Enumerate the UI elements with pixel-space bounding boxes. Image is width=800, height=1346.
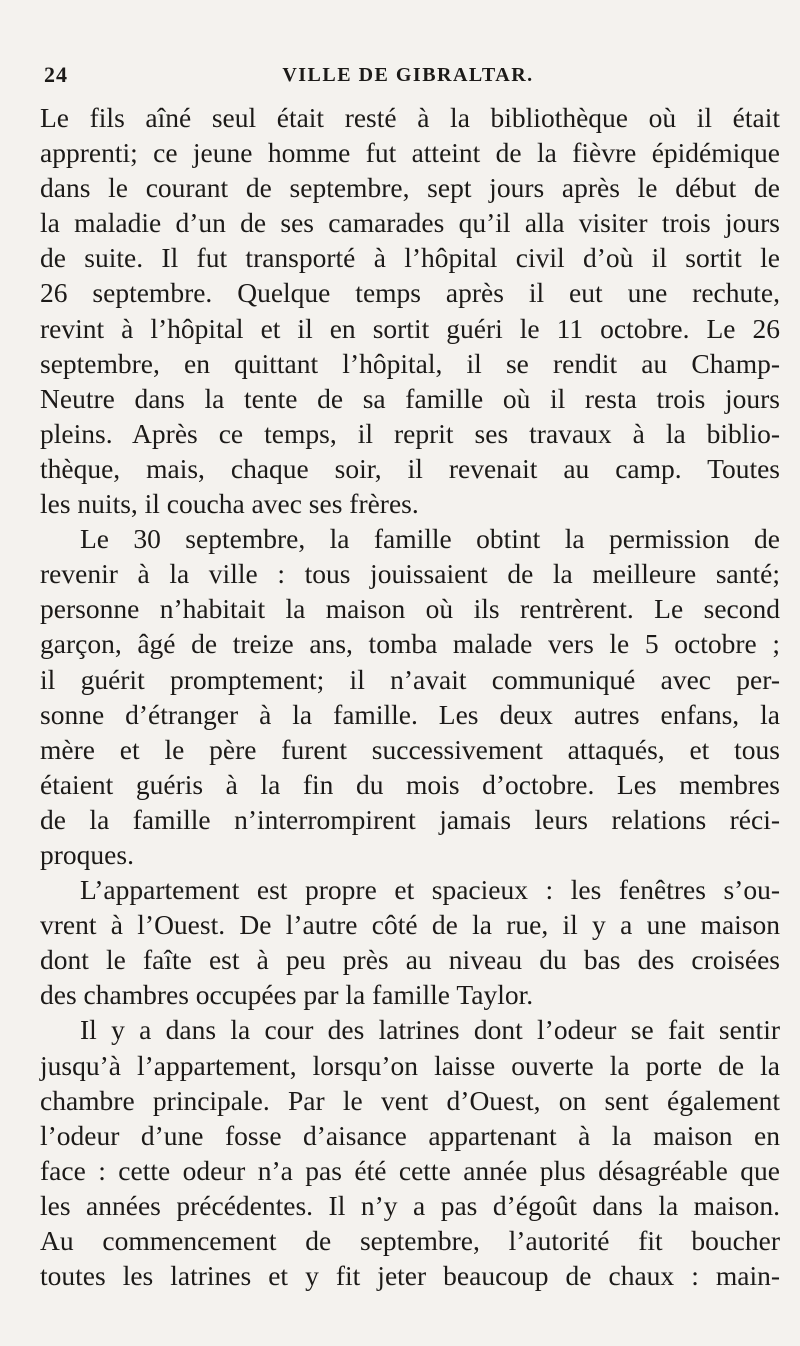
text-line: personne n’habitait la maison où ils rentrèrent. Le second xyxy=(40,593,780,625)
text-line: les nuits, il coucha avec ses frères. xyxy=(40,488,419,520)
text-line: dans le courant de septembre, sept jours après le début de xyxy=(40,172,780,204)
text-line: septembre, en quittant l’hôpital, il se rendit au Champ- xyxy=(40,347,780,379)
running-title: VILLE DE GIBRALTAR. xyxy=(282,64,534,86)
text-line: dont le faîte est à peu près au niveau du bas des croisées xyxy=(40,944,780,976)
text-line: sonne d’étranger à la famille. Les deux autres enfans, la xyxy=(40,698,780,730)
text-line: Le 30 septembre, la famille obtint la permission de xyxy=(80,523,780,555)
text-line: il guérit promptement; il n’avait communiqué avec per- xyxy=(40,663,780,695)
text-line: L’appartement est propre et spacieux : les fenêtres s’ou- xyxy=(80,874,780,906)
text-line: 26 septembre. Quelque temps après il eut une rechute, xyxy=(40,277,780,309)
text-line: la maladie d’un de ses camarades qu’il alla visiter trois jours xyxy=(40,207,780,239)
text-line: proques. xyxy=(40,838,134,870)
text-line: thèque, mais, chaque soir, il revenait au camp. Toutes xyxy=(40,452,780,484)
text-line: pleins. Après ce temps, il reprit ses travaux à la biblio- xyxy=(40,417,780,449)
text-line: toutes les latrines et y fit jeter beaucoup de chaux : main- xyxy=(40,1260,780,1292)
text-line: revenir à la ville : tous jouissaient de la meilleure santé; xyxy=(40,558,780,590)
text-line: de suite. Il fut transporté à l’hôpital civil d’où il sortit le xyxy=(40,242,780,274)
text-line: les années précédentes. Il n’y a pas d’égoût dans la maison. xyxy=(40,1189,780,1221)
text-line: garçon, âgé de treize ans, tomba malade vers le 5 octobre ; xyxy=(40,628,780,660)
text-line: revint à l’hôpital et il en sortit guéri le 11 octobre. Le 26 xyxy=(40,312,780,344)
text-line: l’odeur d’une fosse d’aisance appartenant à la maison en xyxy=(40,1119,780,1151)
text-line: Neutre dans la tente de sa famille où il resta trois jours xyxy=(40,382,780,414)
text-line: Le fils aîné seul était resté à la bibliothèque où il était xyxy=(40,102,780,133)
text-line: de la famille n’interrompirent jamais leurs relations réci- xyxy=(40,803,780,835)
body-text xyxy=(40,100,780,1293)
text-line: chambre principale. Par le vent d’Ouest, on sent également xyxy=(40,1084,780,1116)
page-number: 24 xyxy=(44,62,68,87)
text-line: face : cette odeur n’a pas été cette année plus désagréable que xyxy=(40,1154,780,1186)
running-head xyxy=(44,62,772,92)
text-line: étaient guéris à la fin du mois d’octobre. Les membres xyxy=(40,768,780,800)
text-line: vrent à l’Ouest. De l’autre côté de la rue, il y a une maison xyxy=(40,909,780,941)
text-line: Au commencement de septembre, l’autorité fit boucher xyxy=(40,1225,780,1256)
text-line: des chambres occupées par la famille Taylor. xyxy=(40,979,534,1011)
text-line: jusqu’à l’appartement, lorsqu’on laisse ouverte la porte de la xyxy=(40,1049,780,1081)
text-line: mère et le père furent successivement attaqués, et tous xyxy=(40,733,780,765)
text-line: apprenti; ce jeune homme fut atteint de la fièvre épidémique xyxy=(40,137,780,169)
text-line: Il y a dans la cour des latrines dont l’odeur se fait sentir xyxy=(80,1014,780,1046)
